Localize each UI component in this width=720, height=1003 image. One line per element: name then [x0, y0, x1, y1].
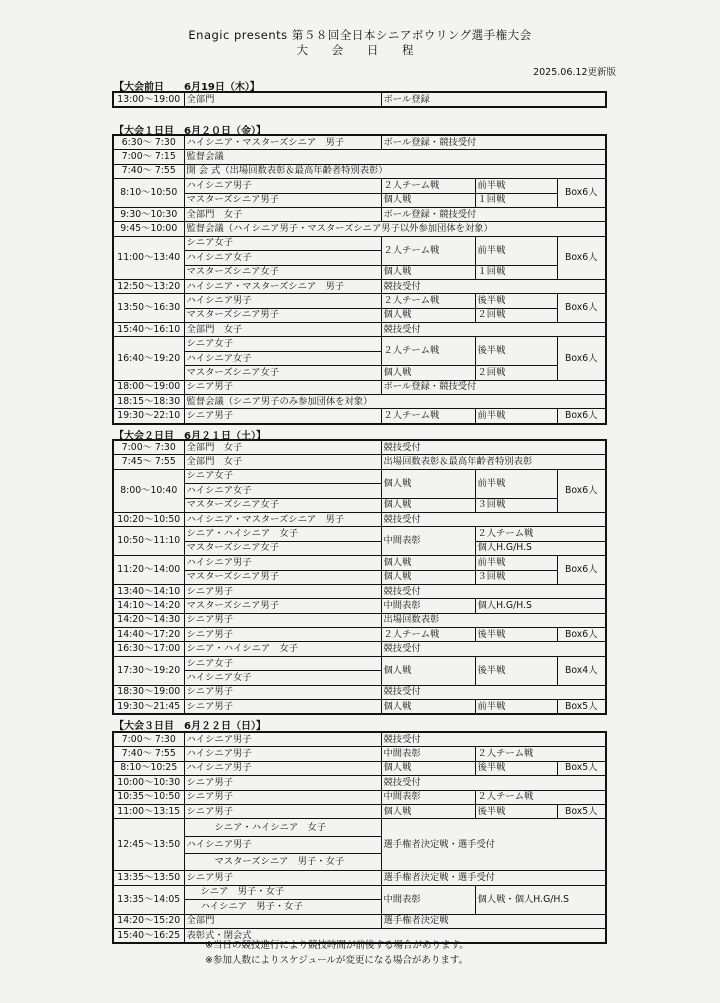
table-row [113, 613, 606, 627]
table-row [113, 236, 606, 250]
table-row [113, 628, 606, 642]
time-cell: 9:45～10:00 [113, 222, 184, 236]
event-cell: ２人チーム戦 [381, 628, 475, 642]
box-cell: Box6人 [557, 294, 606, 323]
event-cell: ２人チーム戦 [381, 337, 475, 366]
event-cell: 出場回数表彰＆最高年齢者特別表彰 [381, 455, 606, 469]
division-cell: シニア男子 [184, 613, 381, 627]
event-cell: ２人チーム戦 [381, 409, 475, 424]
division-cell: 全部門 女子 [184, 207, 381, 221]
table-row [113, 179, 606, 193]
event-cell: 中間表彰 [381, 599, 475, 613]
section-title-day3: 【大会３日目 6月２２日（日）】 [114, 721, 266, 732]
event-cell: 中間表彰 [381, 747, 475, 761]
time-cell: 14:20～15:20 [113, 914, 184, 928]
updated-date: 2025.06.12更新版 [533, 67, 616, 78]
table-row [113, 395, 606, 409]
event-cell: 個人戦 [381, 193, 475, 207]
division-cell: ハイシニア男子 [184, 556, 381, 570]
division-cell: 全部門 [184, 92, 381, 107]
table-row [113, 279, 606, 293]
table-row [113, 265, 606, 279]
time-cell: 10:00～10:30 [113, 776, 184, 790]
table-row [113, 819, 606, 837]
time-cell: 13:35～13:50 [113, 871, 184, 885]
time-cell: 19:30～21:45 [113, 700, 184, 715]
round-cell: 後半戦 [475, 337, 557, 366]
division-cell: 全部門 [184, 914, 381, 928]
time-cell: 8:10～10:50 [113, 179, 184, 208]
time-cell: 7:40～ 7:55 [113, 164, 184, 178]
division-cell: ハイシニア男子 [184, 294, 381, 308]
event-cell: 個人戦 [381, 265, 475, 279]
round-cell: ３回戦 [475, 570, 557, 584]
schedule-table-day3 [112, 731, 607, 944]
document-subtitle: 大 会 日 程 [296, 43, 424, 57]
table-row [113, 570, 606, 584]
table-row [113, 732, 606, 747]
event-cell: ２人チーム戦 [381, 294, 475, 308]
event-cell: ２人チーム戦 [381, 179, 475, 193]
division-cell: シニア・ハイシニア 女子 [184, 527, 381, 541]
round-cell: 前半戦 [475, 179, 557, 193]
time-cell: 15:40～16:10 [113, 323, 184, 337]
box-cell: Box6人 [557, 409, 606, 424]
event-cell: 選手権者決定戦・選手受付 [381, 871, 606, 885]
time-cell: 12:50～13:20 [113, 279, 184, 293]
event-cell: 競技受付 [381, 323, 606, 337]
box-cell: Box5人 [557, 761, 606, 775]
table-row [113, 914, 606, 928]
time-cell: 17:30～19:20 [113, 656, 184, 685]
event-cell: 監督会議（ハイシニア男子・マスターズシニア男子以外参加団体を対象） [184, 222, 606, 236]
division-cell: シニア男子 [184, 685, 381, 699]
event-cell: 開 会 式（出場回数表彰＆最高年齢者特別表彰） [184, 164, 606, 178]
table-row [113, 455, 606, 469]
time-cell: 18:00～19:00 [113, 380, 184, 394]
time-cell: 11:00～13:15 [113, 804, 184, 818]
round-cell: ２人チーム戦 [475, 527, 606, 541]
division-cell: シニア男子 [184, 804, 381, 818]
table-row [113, 222, 606, 236]
division-cell: ハイシニア男子 [184, 732, 381, 747]
division-cell: ハイシニア男子 [184, 179, 381, 193]
division-cell: ハイシニア・マスターズシニア 男子 [184, 135, 381, 150]
event-cell: ボール登録・競技受付 [381, 207, 606, 221]
table-row [113, 409, 606, 424]
event-cell: 個人戦 [381, 656, 475, 685]
table-row [113, 685, 606, 699]
time-cell: 8:10～10:25 [113, 761, 184, 775]
round-cell: 前半戦 [475, 469, 557, 498]
time-cell: 19:30～22:10 [113, 409, 184, 424]
division-cell: マスターズシニア女子 [184, 498, 381, 512]
round-cell: 個人戦・個人H.G/H.S [475, 885, 606, 914]
division-cell: マスターズシニア女子 [184, 265, 381, 279]
time-cell: 14:10～14:20 [113, 599, 184, 613]
time-cell: 18:30～19:00 [113, 685, 184, 699]
round-cell: 個人H.G/H.S [475, 541, 606, 555]
event-cell: 中間表彰 [381, 885, 475, 914]
event-cell: ボール登録 [381, 92, 606, 107]
division-cell: シニア・ハイシニア 女子 [184, 819, 381, 837]
division-cell: シニア男子 [184, 628, 381, 642]
division-cell: ハイシニア・マスターズシニア 男子 [184, 512, 381, 526]
table-row [113, 871, 606, 885]
round-cell: 後半戦 [475, 628, 557, 642]
event-cell: 競技受付 [381, 732, 606, 747]
footnote: ※参加人数によりスケジュールが変更になる場合があります。 [205, 955, 469, 966]
table-row [113, 308, 606, 322]
round-cell: 後半戦 [475, 294, 557, 308]
box-cell: Box5人 [557, 804, 606, 818]
table-row [113, 469, 606, 483]
division-cell: シニア男子 [184, 409, 381, 424]
division-cell: シニア男子 [184, 380, 381, 394]
event-cell: 選手権者決定戦・選手受付 [381, 819, 606, 871]
event-cell: 個人戦 [381, 308, 475, 322]
table-row [113, 92, 606, 107]
round-cell: １回戦 [475, 193, 557, 207]
table-row [113, 885, 606, 899]
division-cell: ハイシニア女子 [184, 251, 381, 265]
division-cell: ハイシニア女子 [184, 484, 381, 498]
division-cell: シニア男子 [184, 584, 381, 598]
division-cell: ハイシニア女子 [184, 351, 381, 365]
event-cell: ボール登録・競技受付 [381, 135, 606, 150]
table-row [113, 294, 606, 308]
table-row [113, 498, 606, 512]
division-cell: ハイシニア男子 [184, 761, 381, 775]
table-row [113, 207, 606, 221]
round-cell: 前半戦 [475, 556, 557, 570]
table-row [113, 150, 606, 164]
time-cell: 14:40～17:20 [113, 628, 184, 642]
round-cell: ２人チーム戦 [475, 747, 606, 761]
time-cell: 9:30～10:30 [113, 207, 184, 221]
document-title: Enagic presents 第５８回全日本シニアボウリング選手権大会 [188, 28, 532, 42]
event-cell: 競技受付 [381, 512, 606, 526]
round-cell: ２回戦 [475, 308, 557, 322]
division-cell: シニア男子 [184, 700, 381, 715]
round-cell: １回戦 [475, 265, 557, 279]
time-cell: 14:20～14:30 [113, 613, 184, 627]
box-cell: Box4人 [557, 656, 606, 685]
time-cell: 12:45～13:50 [113, 819, 184, 871]
division-cell: 全部門 女子 [184, 455, 381, 469]
division-cell: マスターズシニア男子 [184, 599, 381, 613]
division-cell: シニア男子 [184, 871, 381, 885]
event-cell: 個人戦 [381, 570, 475, 584]
division-cell: ハイシニア・マスターズシニア 男子 [184, 279, 381, 293]
table-row [113, 440, 606, 455]
division-cell: シニア女子 [184, 236, 381, 250]
time-cell: 6:30～ 7:30 [113, 135, 184, 150]
time-cell: 7:00～ 7:15 [113, 150, 184, 164]
time-cell: 11:00～13:40 [113, 236, 184, 279]
division-cell: シニア男子 [184, 790, 381, 804]
event-cell: 中間表彰 [381, 790, 475, 804]
schedule-table-day1 [112, 134, 607, 425]
division-cell: ハイシニア女子 [184, 671, 381, 685]
time-cell: 7:00～ 7:30 [113, 732, 184, 747]
table-row [113, 790, 606, 804]
event-cell: 競技受付 [381, 279, 606, 293]
table-row [113, 584, 606, 598]
table-row [113, 337, 606, 351]
event-cell: 競技受付 [381, 440, 606, 455]
time-cell: 16:30～17:00 [113, 642, 184, 656]
box-cell: Box6人 [557, 236, 606, 279]
time-cell: 10:50～11:10 [113, 527, 184, 556]
event-cell: 監督会議（シニア男子のみ参加団体を対象） [184, 395, 606, 409]
box-cell: Box6人 [557, 469, 606, 512]
division-cell: マスターズシニア 男子・女子 [184, 854, 381, 871]
event-cell: 競技受付 [381, 776, 606, 790]
table-row [113, 527, 606, 541]
round-cell: ２人チーム戦 [475, 790, 606, 804]
time-cell: 16:40～19:20 [113, 337, 184, 380]
event-cell: 個人戦 [381, 469, 475, 498]
time-cell: 15:40～16:25 [113, 928, 184, 943]
time-cell: 13:35～14:05 [113, 885, 184, 914]
table-row [113, 776, 606, 790]
table-row [113, 700, 606, 715]
round-cell: 後半戦 [475, 804, 557, 818]
table-row [113, 804, 606, 818]
round-cell: ２回戦 [475, 366, 557, 380]
event-cell: 中間表彰 [381, 527, 475, 556]
division-cell: 全部門 女子 [184, 323, 381, 337]
event-cell: 個人戦 [381, 761, 475, 775]
table-row [113, 747, 606, 761]
round-cell: ３回戦 [475, 498, 557, 512]
table-row [113, 135, 606, 150]
division-cell: マスターズシニア女子 [184, 541, 381, 555]
time-cell: 18:15～18:30 [113, 395, 184, 409]
division-cell: シニア女子 [184, 337, 381, 351]
table-row [113, 556, 606, 570]
event-cell: 競技受付 [381, 642, 606, 656]
time-cell: 7:45～ 7:55 [113, 455, 184, 469]
section-title-day2: 【大会２日目 6月２１日（土）】 [114, 431, 266, 442]
division-cell: マスターズシニア男子 [184, 570, 381, 584]
time-cell: 8:00～10:40 [113, 469, 184, 512]
event-cell: 出場回数表彰 [381, 613, 606, 627]
section-title-day1: 【大会１日目 6月２０日（金）】 [114, 126, 266, 137]
time-cell: 10:20～10:50 [113, 512, 184, 526]
table-row [113, 642, 606, 656]
time-cell: 7:40～ 7:55 [113, 747, 184, 761]
division-cell: シニア男子 [184, 776, 381, 790]
division-cell: ハイシニア 男子・女子 [184, 900, 381, 914]
division-cell: マスターズシニア男子 [184, 193, 381, 207]
schedule-table-eve [112, 91, 607, 108]
division-cell: シニア女子 [184, 656, 381, 670]
division-cell: ハイシニア男子 [184, 747, 381, 761]
table-row [113, 541, 606, 555]
round-cell: 前半戦 [475, 409, 557, 424]
event-cell: 個人戦 [381, 498, 475, 512]
time-cell: 13:50～16:30 [113, 294, 184, 323]
event-cell: ２人チーム戦 [381, 236, 475, 265]
time-cell: 13:40～14:10 [113, 584, 184, 598]
event-cell: 表彰式・閉会式 [184, 928, 606, 943]
box-cell: Box6人 [557, 628, 606, 642]
division-cell: マスターズシニア男子 [184, 308, 381, 322]
table-row [113, 512, 606, 526]
table-row [113, 761, 606, 775]
division-cell: シニア・ハイシニア 女子 [184, 642, 381, 656]
event-cell: 監督会議 [184, 150, 606, 164]
event-cell: ボール登録・競技受付 [381, 380, 606, 394]
box-cell: Box6人 [557, 556, 606, 585]
time-cell: 10:35～10:50 [113, 790, 184, 804]
footnote: ※当日の競技進行により競技時間が前後する場合があります。 [205, 940, 469, 951]
table-row [113, 193, 606, 207]
table-row [113, 656, 606, 670]
schedule-table-day2 [112, 439, 607, 715]
section-title-eve: 【大会前日 6月19日（木）】 [114, 82, 260, 93]
event-cell: 個人戦 [381, 556, 475, 570]
box-cell: Box5人 [557, 700, 606, 715]
time-cell: 11:20～14:00 [113, 556, 184, 585]
table-row [113, 599, 606, 613]
division-cell: 全部門 女子 [184, 440, 381, 455]
table-row [113, 380, 606, 394]
round-cell: 個人H.G/H.S [475, 599, 606, 613]
round-cell: 前半戦 [475, 700, 557, 715]
event-cell: 個人戦 [381, 804, 475, 818]
time-cell: 7:00～ 7:30 [113, 440, 184, 455]
table-row [113, 164, 606, 178]
table-row [113, 366, 606, 380]
division-cell: シニア 男子・女子 [184, 885, 381, 899]
event-cell: 競技受付 [381, 685, 606, 699]
event-cell: 個人戦 [381, 700, 475, 715]
event-cell: 選手権者決定戦 [381, 914, 606, 928]
box-cell: Box6人 [557, 337, 606, 380]
table-row [113, 323, 606, 337]
time-cell: 13:00～19:00 [113, 92, 184, 107]
box-cell: Box6人 [557, 179, 606, 208]
division-cell: マスターズシニア女子 [184, 366, 381, 380]
division-cell: ハイシニア男子 [184, 837, 381, 854]
event-cell: 個人戦 [381, 366, 475, 380]
round-cell: 後半戦 [475, 761, 557, 775]
event-cell: 競技受付 [381, 584, 606, 598]
division-cell: シニア女子 [184, 469, 381, 483]
round-cell: 後半戦 [475, 656, 557, 685]
round-cell: 前半戦 [475, 236, 557, 265]
